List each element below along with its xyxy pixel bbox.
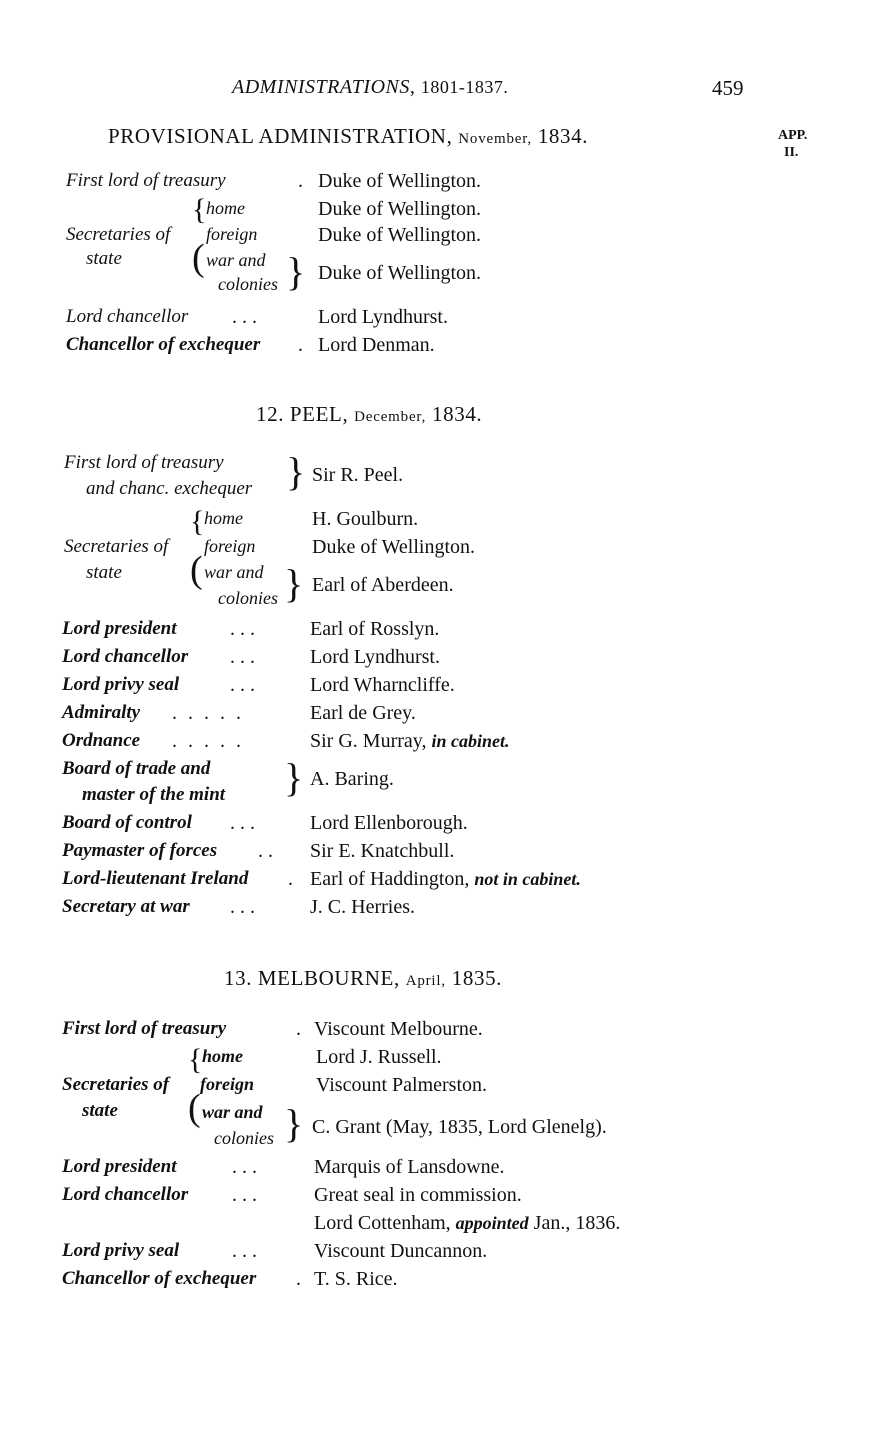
- peel-war-brace: }: [284, 561, 304, 606]
- peel-trade-brace: }: [284, 755, 304, 800]
- melbourne-privy-seal-value: Viscount Duncannon.: [314, 1240, 488, 1262]
- section-title-melbourne: 13. MELBOURNE, April, 1835.: [224, 966, 503, 990]
- peel-president-label: Lord president: [62, 618, 177, 639]
- melbourne-colonies-label: colonies: [214, 1128, 274, 1148]
- peel-chancellor-value: Lord Lyndhurst.: [310, 646, 440, 668]
- melbourne-war-brace: }: [284, 1101, 304, 1146]
- peel-secretary-at-war-dots: . . .: [230, 896, 255, 918]
- provisional-war-value: Duke of Wellington.: [318, 262, 481, 284]
- peel-war-label: war and: [204, 562, 264, 582]
- provisional-brace: {: [192, 193, 207, 226]
- peel-lord-lieutenant-note: not in cabinet.: [474, 869, 581, 889]
- peel-paymaster-label: Paymaster of forces: [62, 840, 218, 861]
- peel-brace: {: [190, 505, 205, 538]
- melbourne-chancellor-dots: . . .: [232, 1184, 257, 1206]
- melbourne-exchequer-label: Chancellor of exchequer: [62, 1268, 257, 1289]
- melbourne-exchequer-value: T. S. Rice.: [314, 1268, 398, 1290]
- provisional-exchequer-label: Chancellor of exchequer: [66, 334, 261, 355]
- peel-foreign-label: foreign: [204, 536, 256, 556]
- peel-ordnance-value: Sir G. Murray, in cabinet.: [310, 730, 510, 752]
- peel-control-label: Board of control: [62, 812, 192, 833]
- peel-secretaries-label: Secretaries of: [64, 536, 169, 557]
- peel-state-label: state: [86, 562, 122, 583]
- peel-president-dots: . . .: [230, 618, 255, 640]
- peel-paymaster-value: Sir E. Knatchbull.: [310, 840, 455, 862]
- peel-ordnance-label: Ordnance: [62, 730, 141, 751]
- provisional-secretaries-label: Secretaries of: [66, 224, 171, 245]
- peel-paymaster-dots: . .: [258, 840, 273, 862]
- peel-chancellor-label: Lord chancellor: [62, 646, 189, 667]
- melbourne-first-lord-label: First lord of treasury: [62, 1018, 227, 1039]
- melbourne-brace-lower: (: [188, 1087, 201, 1129]
- peel-colonies-label: colonies: [218, 588, 278, 608]
- provisional-colonies-label: colonies: [218, 274, 278, 294]
- provisional-war-brace: }: [286, 249, 306, 294]
- peel-lord-lieutenant-value: Earl of Haddington, not in cabinet.: [310, 868, 581, 890]
- peel-privy-seal-value: Lord Wharncliffe.: [310, 674, 455, 696]
- peel-home-value: H. Goulburn.: [312, 508, 419, 530]
- melbourne-chancellor-appointed: appointed: [455, 1213, 529, 1233]
- peel-war-value: Earl of Aberdeen.: [312, 574, 454, 596]
- provisional-exchequer-dots: .: [298, 334, 303, 356]
- peel-control-dots: . . .: [230, 812, 255, 834]
- melbourne-chancellor-label: Lord chancellor: [62, 1184, 189, 1205]
- provisional-foreign-value: Duke of Wellington.: [318, 224, 481, 246]
- peel-secretary-at-war-value: J. C. Herries.: [310, 896, 415, 918]
- peel-trade-label-2: master of the mint: [82, 784, 226, 805]
- melbourne-foreign-value: Viscount Palmerston.: [316, 1074, 488, 1096]
- peel-first-lord-label: First lord of treasury: [64, 452, 224, 473]
- provisional-war-label: war and: [206, 250, 266, 270]
- peel-first-lord-label-2: and chanc. exchequer: [86, 478, 253, 499]
- provisional-state-label: state: [86, 248, 122, 269]
- melbourne-president-dots: . . .: [232, 1156, 257, 1178]
- peel-secretary-at-war-label: Secretary at war: [62, 896, 190, 917]
- provisional-foreign-label: foreign: [206, 224, 258, 244]
- peel-trade-label: Board of trade and: [62, 758, 211, 779]
- peel-privy-seal-label: Lord privy seal: [62, 674, 180, 695]
- melbourne-state-label: state: [82, 1100, 118, 1121]
- provisional-exchequer-value: Lord Denman.: [318, 334, 435, 356]
- page-number: 459: [712, 76, 744, 100]
- provisional-chancellor-value: Lord Lyndhurst.: [318, 306, 448, 328]
- peel-ordnance-note: in cabinet.: [431, 731, 510, 751]
- melbourne-foreign-label: foreign: [200, 1074, 254, 1094]
- peel-president-value: Earl of Rosslyn.: [310, 618, 440, 640]
- melbourne-president-label: Lord president: [62, 1156, 177, 1177]
- melbourne-secretaries-label: Secretaries of: [62, 1074, 170, 1095]
- margin-note-app: APP.: [778, 128, 808, 143]
- peel-admiralty-dots: . . . . .: [172, 702, 244, 724]
- melbourne-chancellor-value-2: Lord Cottenham, appointed Jan., 1836.: [314, 1212, 621, 1234]
- melbourne-first-lord-value: Viscount Melbourne.: [314, 1018, 483, 1040]
- provisional-chancellor-dots: . . .: [232, 306, 257, 328]
- provisional-first-lord-dots: .: [298, 170, 303, 192]
- peel-admiralty-value: Earl de Grey.: [310, 702, 416, 724]
- melbourne-first-lord-dots: .: [296, 1018, 301, 1040]
- melbourne-president-value: Marquis of Lansdowne.: [314, 1156, 505, 1178]
- peel-foreign-value: Duke of Wellington.: [312, 536, 475, 558]
- peel-privy-seal-dots: . . .: [230, 674, 255, 696]
- peel-home-label: home: [204, 508, 243, 528]
- peel-first-lord-brace: }: [286, 449, 306, 494]
- running-years: 1801-1837.: [420, 77, 509, 97]
- provisional-home-value: Duke of Wellington.: [318, 198, 481, 220]
- peel-first-lord-value: Sir R. Peel.: [312, 464, 404, 486]
- melbourne-privy-seal-dots: . . .: [232, 1240, 257, 1262]
- melbourne-war-value: C. Grant (May, 1835, Lord Glenelg).: [312, 1116, 607, 1138]
- margin-note-roman: II.: [784, 145, 799, 160]
- peel-trade-value: A. Baring.: [310, 768, 394, 790]
- running-title: ADMINISTRATIONS, 1801-1837.: [232, 76, 509, 98]
- section-title-peel: 12. PEEL, December, 1834.: [256, 402, 483, 426]
- provisional-first-lord-value: Duke of Wellington.: [318, 170, 481, 192]
- peel-lord-lieutenant-label: Lord-lieutenant Ireland: [62, 868, 249, 889]
- peel-ordnance-dots: . . . . .: [172, 730, 244, 752]
- section-title-provisional: PROVISIONAL ADMINISTRATION, November, 1834.: [108, 124, 589, 148]
- peel-chancellor-dots: . . .: [230, 646, 255, 668]
- provisional-home-label: home: [206, 198, 245, 218]
- provisional-first-lord-label: First lord of treasury: [66, 170, 226, 191]
- melbourne-home-label: home: [202, 1046, 244, 1066]
- peel-admiralty-label: Admiralty: [62, 702, 141, 723]
- peel-brace-lower: (: [190, 549, 203, 591]
- peel-control-value: Lord Ellenborough.: [310, 812, 468, 834]
- provisional-brace-lower: (: [192, 237, 205, 279]
- provisional-chancellor-label: Lord chancellor: [66, 306, 189, 327]
- melbourne-exchequer-dots: .: [296, 1268, 301, 1290]
- melbourne-privy-seal-label: Lord privy seal: [62, 1240, 180, 1261]
- peel-lord-lieutenant-dots: .: [288, 868, 293, 890]
- melbourne-brace: {: [188, 1043, 203, 1076]
- melbourne-home-value: Lord J. Russell.: [316, 1046, 442, 1068]
- melbourne-chancellor-value: Great seal in commission.: [314, 1184, 522, 1206]
- melbourne-war-label: war and: [202, 1102, 263, 1122]
